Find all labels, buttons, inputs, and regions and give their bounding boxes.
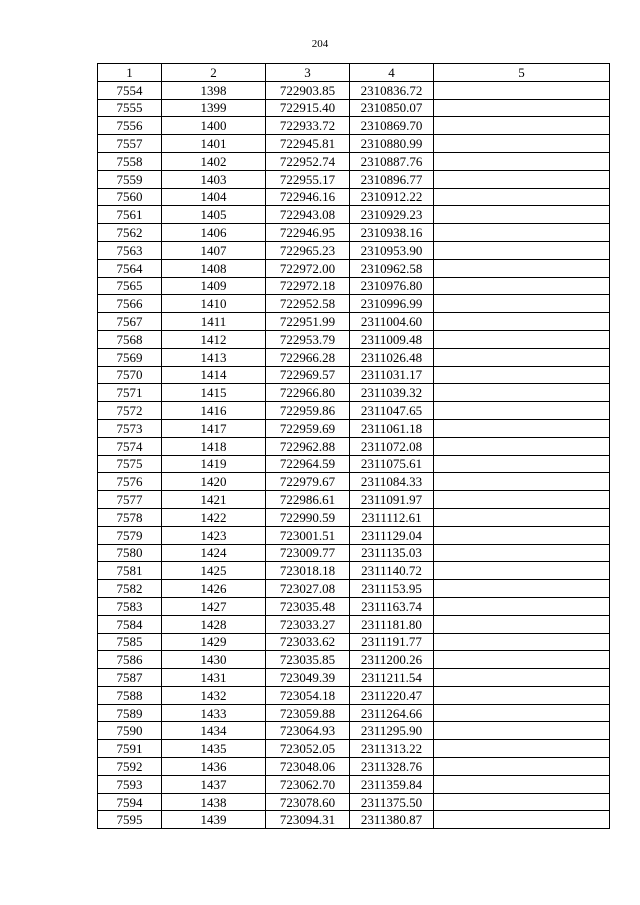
table-cell: 7567 — [98, 313, 162, 331]
table-cell — [434, 562, 610, 580]
table-cell: 7586 — [98, 651, 162, 669]
table-row — [98, 224, 610, 242]
column-header: 3 — [266, 64, 350, 82]
table-cell: 722990.59 — [266, 508, 350, 526]
table-cell: 7593 — [98, 775, 162, 793]
table-cell: 722966.28 — [266, 348, 350, 366]
table-cell: 2311359.84 — [350, 775, 434, 793]
table-cell: 722951.99 — [266, 313, 350, 331]
table-row — [98, 135, 610, 153]
table-cell: 2311039.32 — [350, 384, 434, 402]
table-cell: 723059.88 — [266, 704, 350, 722]
table-cell: 723049.39 — [266, 669, 350, 687]
table-row — [98, 526, 610, 544]
table-cell — [434, 811, 610, 829]
table-cell: 2310962.58 — [350, 259, 434, 277]
table-cell: 2310836.72 — [350, 81, 434, 99]
table-row — [98, 491, 610, 509]
table-cell — [434, 224, 610, 242]
table-row — [98, 419, 610, 437]
table-cell: 1432 — [162, 686, 266, 704]
table-cell — [434, 437, 610, 455]
table-row — [98, 206, 610, 224]
table-cell: 1416 — [162, 402, 266, 420]
table-header-row — [98, 64, 610, 82]
table-cell: 1423 — [162, 526, 266, 544]
table-body — [98, 81, 610, 828]
table-cell: 723001.51 — [266, 526, 350, 544]
table-cell: 7591 — [98, 740, 162, 758]
table-row — [98, 740, 610, 758]
table-cell: 722966.80 — [266, 384, 350, 402]
table-cell — [434, 455, 610, 473]
table-cell: 7577 — [98, 491, 162, 509]
table-cell: 7559 — [98, 170, 162, 188]
table-cell — [434, 99, 610, 117]
table-cell — [434, 295, 610, 313]
table-cell: 7585 — [98, 633, 162, 651]
table-row — [98, 508, 610, 526]
table-cell: 7562 — [98, 224, 162, 242]
table-cell: 722955.17 — [266, 170, 350, 188]
table-cell: 722972.00 — [266, 259, 350, 277]
table-cell — [434, 793, 610, 811]
table-cell — [434, 117, 610, 135]
table-row — [98, 544, 610, 562]
table-cell: 1438 — [162, 793, 266, 811]
table-cell: 1407 — [162, 241, 266, 259]
table-cell: 7568 — [98, 330, 162, 348]
table-cell: 1435 — [162, 740, 266, 758]
table-cell: 722962.88 — [266, 437, 350, 455]
table-cell: 722952.58 — [266, 295, 350, 313]
table-cell: 7565 — [98, 277, 162, 295]
table-cell: 2311135.03 — [350, 544, 434, 562]
table-row — [98, 758, 610, 776]
table-cell — [434, 348, 610, 366]
table-cell: 1426 — [162, 580, 266, 598]
table-cell: 2311091.97 — [350, 491, 434, 509]
table-cell: 2311328.76 — [350, 758, 434, 776]
table-cell: 723027.08 — [266, 580, 350, 598]
table-cell: 722946.16 — [266, 188, 350, 206]
table-cell: 2310887.76 — [350, 152, 434, 170]
table-row — [98, 669, 610, 687]
table-cell: 2310850.07 — [350, 99, 434, 117]
table-cell: 7563 — [98, 241, 162, 259]
table-cell: 1424 — [162, 544, 266, 562]
table-cell: 7555 — [98, 99, 162, 117]
table-cell — [434, 384, 610, 402]
table-cell — [434, 206, 610, 224]
table-row — [98, 704, 610, 722]
table-cell: 723048.06 — [266, 758, 350, 776]
table-cell: 722979.67 — [266, 473, 350, 491]
table-cell — [434, 241, 610, 259]
table-cell — [434, 81, 610, 99]
table-cell: 722964.59 — [266, 455, 350, 473]
table-cell: 1428 — [162, 615, 266, 633]
table-cell: 2311112.61 — [350, 508, 434, 526]
table-cell: 7570 — [98, 366, 162, 384]
table-cell: 2310880.99 — [350, 135, 434, 153]
table-cell: 1420 — [162, 473, 266, 491]
table-cell: 2310929.23 — [350, 206, 434, 224]
table-cell: 7575 — [98, 455, 162, 473]
table-cell: 2311004.60 — [350, 313, 434, 331]
table-row — [98, 811, 610, 829]
table-cell: 722946.95 — [266, 224, 350, 242]
table-cell: 7592 — [98, 758, 162, 776]
table-cell: 2311009.48 — [350, 330, 434, 348]
table-cell — [434, 633, 610, 651]
table-row — [98, 793, 610, 811]
table-cell: 7595 — [98, 811, 162, 829]
table-cell: 7558 — [98, 152, 162, 170]
page-number: 204 — [311, 38, 329, 50]
table-cell: 722903.85 — [266, 81, 350, 99]
table-cell: 1436 — [162, 758, 266, 776]
table-cell: 723054.18 — [266, 686, 350, 704]
table-cell: 1412 — [162, 330, 266, 348]
table-cell: 1439 — [162, 811, 266, 829]
table-cell: 1399 — [162, 99, 266, 117]
table-cell: 722959.86 — [266, 402, 350, 420]
table-cell: 2311153.95 — [350, 580, 434, 598]
table-cell: 7594 — [98, 793, 162, 811]
table-cell: 722972.18 — [266, 277, 350, 295]
table-cell: 722933.72 — [266, 117, 350, 135]
table-cell — [434, 508, 610, 526]
table-cell — [434, 651, 610, 669]
table-cell: 722986.61 — [266, 491, 350, 509]
table-row — [98, 313, 610, 331]
column-header: 4 — [350, 64, 434, 82]
table-cell: 1398 — [162, 81, 266, 99]
table-cell — [434, 135, 610, 153]
table-row — [98, 170, 610, 188]
table-cell: 723033.27 — [266, 615, 350, 633]
table-cell — [434, 473, 610, 491]
table-cell: 723064.93 — [266, 722, 350, 740]
table-cell: 7587 — [98, 669, 162, 687]
table-row — [98, 580, 610, 598]
table-cell — [434, 615, 610, 633]
table-cell: 2311380.87 — [350, 811, 434, 829]
table-cell: 7572 — [98, 402, 162, 420]
table-cell: 723035.85 — [266, 651, 350, 669]
table-cell — [434, 419, 610, 437]
table-cell: 723018.18 — [266, 562, 350, 580]
table-cell: 1437 — [162, 775, 266, 793]
table-cell: 723009.77 — [266, 544, 350, 562]
table-cell: 7576 — [98, 473, 162, 491]
table-cell — [434, 152, 610, 170]
table-cell — [434, 491, 610, 509]
table-cell: 1400 — [162, 117, 266, 135]
table-cell — [434, 686, 610, 704]
table-cell: 723078.60 — [266, 793, 350, 811]
table-cell: 7554 — [98, 81, 162, 99]
table-row — [98, 348, 610, 366]
table-cell: 7590 — [98, 722, 162, 740]
table-cell: 2311313.22 — [350, 740, 434, 758]
column-header: 2 — [162, 64, 266, 82]
table-row — [98, 437, 610, 455]
table-row — [98, 473, 610, 491]
table-row — [98, 402, 610, 420]
table-row — [98, 775, 610, 793]
table-cell: 2311375.50 — [350, 793, 434, 811]
table-cell: 1421 — [162, 491, 266, 509]
table-cell — [434, 580, 610, 598]
table-cell: 1408 — [162, 259, 266, 277]
table-row — [98, 651, 610, 669]
table-cell — [434, 170, 610, 188]
table-cell: 1418 — [162, 437, 266, 455]
table-cell: 2310912.22 — [350, 188, 434, 206]
table-cell: 2310869.70 — [350, 117, 434, 135]
table-cell — [434, 259, 610, 277]
table-cell: 7578 — [98, 508, 162, 526]
table-cell: 723094.31 — [266, 811, 350, 829]
table-cell: 2311047.65 — [350, 402, 434, 420]
table-cell: 722959.69 — [266, 419, 350, 437]
table-cell: 2311031.17 — [350, 366, 434, 384]
table-row — [98, 277, 610, 295]
table-cell: 2311075.61 — [350, 455, 434, 473]
table-cell: 1415 — [162, 384, 266, 402]
table-cell: 7579 — [98, 526, 162, 544]
table-cell — [434, 544, 610, 562]
table-cell: 7583 — [98, 597, 162, 615]
table-cell — [434, 704, 610, 722]
table-cell: 2311211.54 — [350, 669, 434, 687]
table-cell: 1431 — [162, 669, 266, 687]
coordinates-table — [97, 63, 610, 829]
table-cell: 2311181.80 — [350, 615, 434, 633]
table-row — [98, 384, 610, 402]
table-row — [98, 686, 610, 704]
table-cell: 2311295.90 — [350, 722, 434, 740]
table-cell: 7564 — [98, 259, 162, 277]
table-cell: 2310976.80 — [350, 277, 434, 295]
table-cell — [434, 740, 610, 758]
table-cell: 1427 — [162, 597, 266, 615]
table-cell: 2311061.18 — [350, 419, 434, 437]
table-row — [98, 117, 610, 135]
table-cell — [434, 722, 610, 740]
table-cell — [434, 526, 610, 544]
table-cell: 7569 — [98, 348, 162, 366]
table-cell: 1429 — [162, 633, 266, 651]
table-row — [98, 633, 610, 651]
table-cell: 1419 — [162, 455, 266, 473]
table-cell: 722953.79 — [266, 330, 350, 348]
table-row — [98, 295, 610, 313]
table-cell: 1425 — [162, 562, 266, 580]
table-cell: 722965.23 — [266, 241, 350, 259]
table-cell: 722945.81 — [266, 135, 350, 153]
table-row — [98, 81, 610, 99]
table-cell: 2311191.77 — [350, 633, 434, 651]
table-row — [98, 259, 610, 277]
table-cell: 2311072.08 — [350, 437, 434, 455]
table-cell: 1409 — [162, 277, 266, 295]
table-row — [98, 99, 610, 117]
table-cell: 7588 — [98, 686, 162, 704]
table-cell: 1411 — [162, 313, 266, 331]
table-cell — [434, 330, 610, 348]
table-cell: 7560 — [98, 188, 162, 206]
table-cell: 1401 — [162, 135, 266, 153]
table-cell — [434, 758, 610, 776]
table-cell: 7561 — [98, 206, 162, 224]
table-cell: 722915.40 — [266, 99, 350, 117]
table-cell: 1404 — [162, 188, 266, 206]
table-cell: 7584 — [98, 615, 162, 633]
table-cell — [434, 597, 610, 615]
table-row — [98, 241, 610, 259]
table-cell: 2311163.74 — [350, 597, 434, 615]
table-cell: 2310996.99 — [350, 295, 434, 313]
table-cell: 7574 — [98, 437, 162, 455]
table-cell: 1413 — [162, 348, 266, 366]
table-row — [98, 188, 610, 206]
table-cell — [434, 402, 610, 420]
table-row — [98, 330, 610, 348]
table-cell: 2311220.47 — [350, 686, 434, 704]
table-cell — [434, 669, 610, 687]
table-cell: 7582 — [98, 580, 162, 598]
table-cell: 2311129.04 — [350, 526, 434, 544]
table-cell: 7580 — [98, 544, 162, 562]
table-cell: 7581 — [98, 562, 162, 580]
column-header: 1 — [98, 64, 162, 82]
table-cell — [434, 775, 610, 793]
table-cell: 2311140.72 — [350, 562, 434, 580]
table-cell: 7571 — [98, 384, 162, 402]
table-cell: 1402 — [162, 152, 266, 170]
table-cell: 2311264.66 — [350, 704, 434, 722]
table-cell: 723033.62 — [266, 633, 350, 651]
table-cell: 7557 — [98, 135, 162, 153]
table-row — [98, 722, 610, 740]
table-cell: 1417 — [162, 419, 266, 437]
table-cell: 2311084.33 — [350, 473, 434, 491]
table-cell — [434, 366, 610, 384]
table-cell: 1406 — [162, 224, 266, 242]
table-cell: 2311026.48 — [350, 348, 434, 366]
table-cell: 1403 — [162, 170, 266, 188]
table-cell: 723052.05 — [266, 740, 350, 758]
table-cell: 2310896.77 — [350, 170, 434, 188]
table-cell — [434, 313, 610, 331]
table-cell: 1434 — [162, 722, 266, 740]
table-row — [98, 152, 610, 170]
table-cell: 723035.48 — [266, 597, 350, 615]
table-cell: 7589 — [98, 704, 162, 722]
table-cell: 1414 — [162, 366, 266, 384]
table-cell: 1422 — [162, 508, 266, 526]
table-cell: 7566 — [98, 295, 162, 313]
table-cell: 7573 — [98, 419, 162, 437]
table-row — [98, 615, 610, 633]
table-cell: 1433 — [162, 704, 266, 722]
table-cell: 723062.70 — [266, 775, 350, 793]
table-cell: 722943.08 — [266, 206, 350, 224]
table-cell: 1405 — [162, 206, 266, 224]
table-cell: 2310938.16 — [350, 224, 434, 242]
table-cell: 1430 — [162, 651, 266, 669]
table-cell: 722969.57 — [266, 366, 350, 384]
table-row — [98, 562, 610, 580]
table-cell — [434, 277, 610, 295]
table-row — [98, 366, 610, 384]
table-cell: 2310953.90 — [350, 241, 434, 259]
column-header: 5 — [434, 64, 610, 82]
table-cell — [434, 188, 610, 206]
table-row — [98, 455, 610, 473]
table-cell: 2311200.26 — [350, 651, 434, 669]
table-cell: 1410 — [162, 295, 266, 313]
table-cell: 7556 — [98, 117, 162, 135]
table-cell: 722952.74 — [266, 152, 350, 170]
table-row — [98, 597, 610, 615]
